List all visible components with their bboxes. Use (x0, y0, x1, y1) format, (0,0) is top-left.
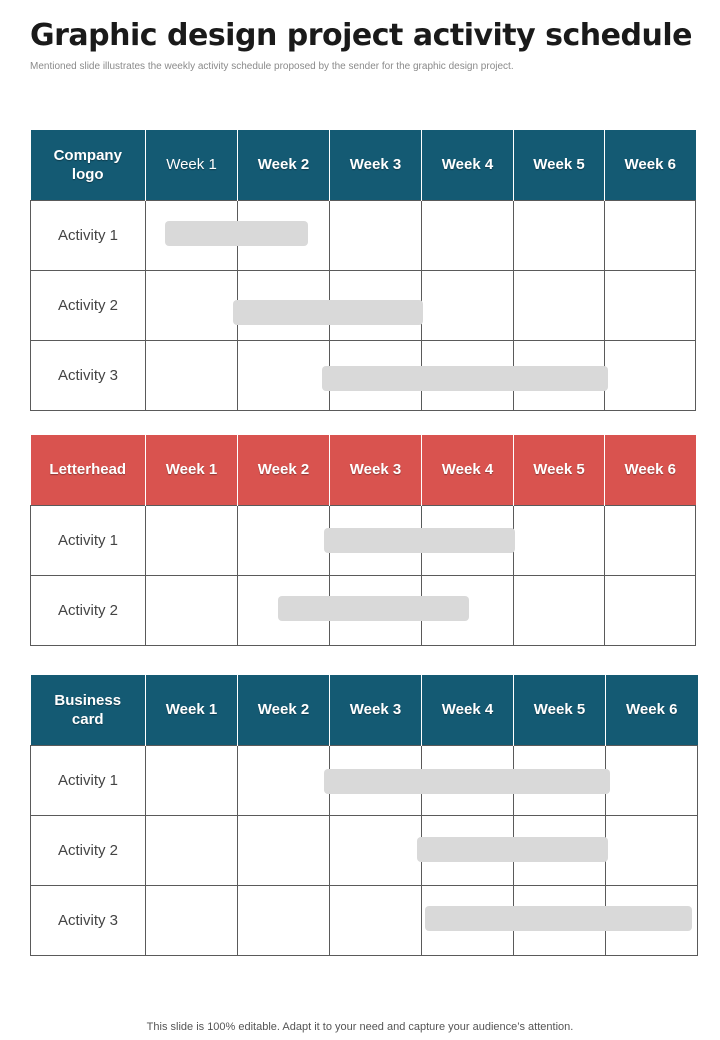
page-title: Graphic design project activity schedule (30, 18, 692, 53)
week-header: Week 3 (330, 130, 422, 200)
activity-label: Activity 1 (31, 745, 146, 815)
gantt-bar (278, 596, 469, 621)
gantt-bar (233, 300, 423, 325)
activity-label: Activity 2 (31, 815, 146, 885)
week-header: Week 2 (238, 435, 330, 505)
week-header: Week 3 (330, 435, 422, 505)
activity-label: Activity 2 (31, 270, 146, 340)
table-row (31, 200, 696, 270)
week-header: Week 6 (605, 435, 696, 505)
week-header: Week 5 (514, 435, 605, 505)
gantt-bar (322, 366, 608, 391)
week-header: Week 5 (514, 675, 606, 745)
gantt-bar (324, 769, 610, 794)
gantt-bar (324, 528, 515, 553)
week-header: Week 1 (146, 130, 238, 200)
table-header-label: Company logo (31, 130, 146, 200)
week-header: Week 6 (605, 130, 696, 200)
week-header: Week 4 (422, 675, 514, 745)
week-header: Week 5 (514, 130, 605, 200)
week-header: Week 4 (422, 435, 514, 505)
activity-label: Activity 3 (31, 340, 146, 410)
activity-label: Activity 3 (31, 885, 146, 955)
week-header: Week 1 (146, 675, 238, 745)
gantt-bar (165, 221, 308, 246)
activity-label: Activity 1 (31, 200, 146, 270)
gantt-bar (425, 906, 692, 931)
activity-label: Activity 2 (31, 575, 146, 645)
activity-label: Activity 1 (31, 505, 146, 575)
week-header: Week 6 (606, 675, 698, 745)
week-header: Week 4 (422, 130, 514, 200)
week-header: Week 2 (238, 130, 330, 200)
table-header-label: Letterhead (31, 435, 146, 505)
page-subtitle: Mentioned slide illustrates the weekly activity schedule proposed by the sender for the graphic design project. (30, 61, 514, 72)
table-header-label: Business card (31, 675, 146, 745)
week-header: Week 1 (146, 435, 238, 505)
footer-note: This slide is 100% editable. Adapt it to your need and capture your audience’s attention. (146, 1021, 574, 1033)
week-header: Week 3 (330, 675, 422, 745)
week-header: Week 2 (238, 675, 330, 745)
gantt-bar (417, 837, 608, 862)
